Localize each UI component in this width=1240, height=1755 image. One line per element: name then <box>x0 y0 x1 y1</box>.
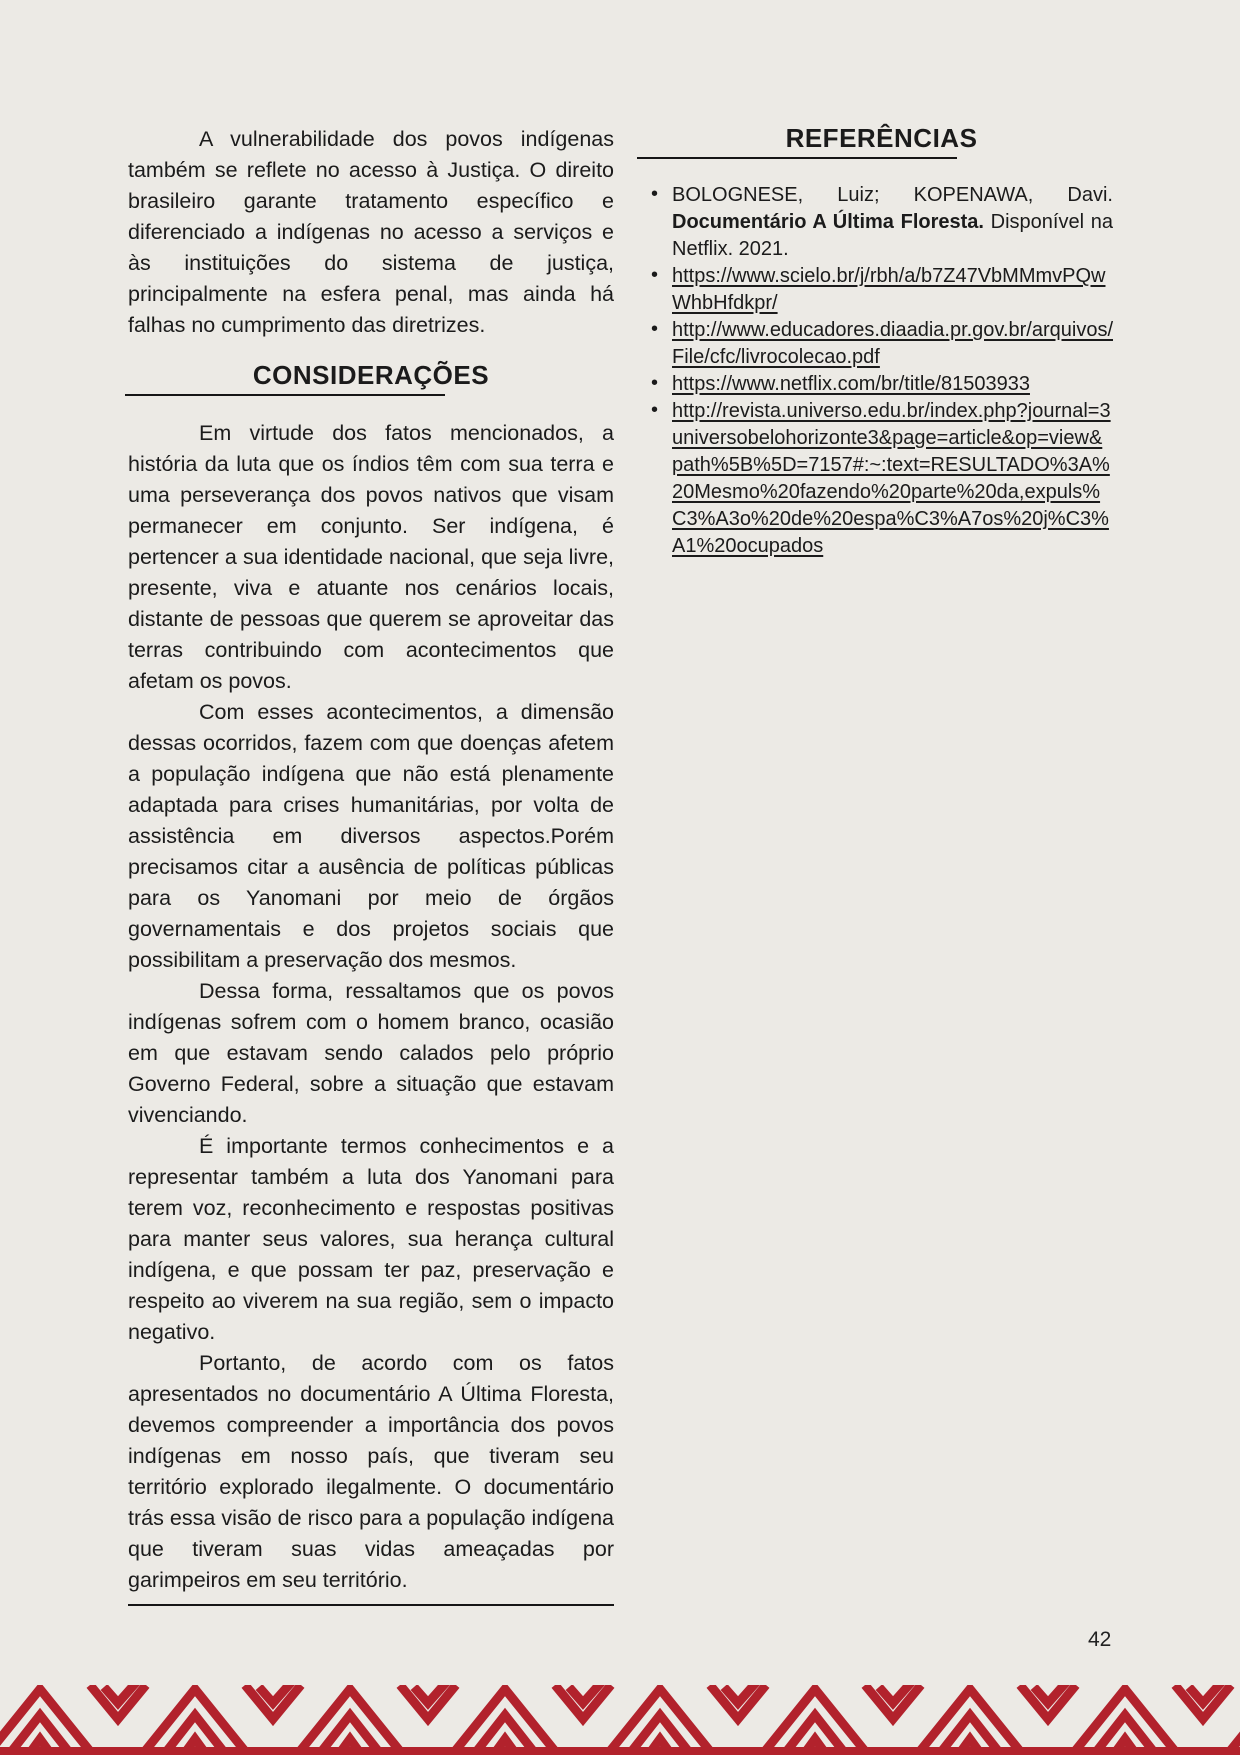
page-number: 42 <box>1088 1628 1112 1651</box>
body-paragraph: Com esses acontecimentos, a dimensão dessas ocorridos, fazem com que doenças afetem a população indígena que não está plenamente adaptada para crises humanitárias, por volta de assistência em diversos aspectos.Porém precisamos citar a ausência de políticas públicas para os Yanomani por meio de órgãos governamentais e dos projetos sociais que possibilitam a preservação dos mesmos. <box>128 700 614 972</box>
reference-link[interactable]: https://www.netflix.com/br/title/81503933 <box>672 373 1030 395</box>
reference-link-item <box>672 317 1113 371</box>
citation-title: Documentário A Última Floresta. <box>672 211 984 233</box>
reference-link[interactable]: https://www.scielo.br/j/rbh/a/b7Z47VbMMmvPQwWhbHfdkpr/ <box>672 265 1106 314</box>
references-column <box>650 122 1113 560</box>
citation-text: Disponível na Netflix. 2021. <box>672 211 1113 260</box>
reference-link-item <box>672 398 1113 560</box>
intro-paragraph: A vulnerabilidade dos povos indígenas também se reflete no acesso à Justiça. O direito brasileiro garante tratamento específico e diferenciado a indígenas no acesso a serviços e às instituições do sistema de justiça, principalmente na esfera penal, mas ainda há falhas no cumprimento das diretrizes. <box>128 127 614 337</box>
reference-link[interactable]: http://www.educadores.diaadia.pr.gov.br/arquivos/File/cfc/livrocolecao.pdf <box>672 319 1113 368</box>
reference-link[interactable]: http://revista.universo.edu.br/index.php?journal=3universobelohorizonte3&page=article&op=view&path%5B%5D=7157#:~:text=RESULTADO%3A%20Mesmo%20fazendo%20parte%20da,expuls%C3%A3o%20de%20espa%C3%A7os%20j%C3%A1%20ocupados <box>672 400 1111 557</box>
reference-citation <box>672 182 1113 263</box>
body-paragraph: Dessa forma, ressaltamos que os povos indígenas sofrem com o homem branco, ocasião em que estavam sendo calados pelo próprio Governo Federal, sobre a situação que estavam vivenciando. <box>128 979 614 1127</box>
section-heading-referencias: REFERÊNCIAS <box>650 122 1113 154</box>
tribal-border-pattern <box>0 1685 1240 1755</box>
body-paragraph: É importante termos conhecimentos e a representar também a luta dos Yanomani para terem voz, reconhecimento e respostas positivas para manter seus valores, sua herança cultural indígena, e que possam ter paz, preservação e respeito ao viverem na sua região, sem o impacto negativo. <box>128 1134 614 1344</box>
section-heading-consideracoes: CONSIDERAÇÕES <box>128 359 614 391</box>
column-end-rule <box>128 1604 614 1606</box>
body-paragraph: Portanto, de acordo com os fatos apresentados no documentário A Última Floresta, devemos compreender a importância dos povos indígenas em nosso país, que tiveram seu território explorado ilegalmente. O documentário trás essa visão de risco para a população indígena que tiveram suas vidas ameaçadas por garimpeiros em seu território. <box>128 1351 614 1592</box>
citation-text: BOLOGNESE, Luiz; KOPENAWA, Davi. <box>672 184 1113 206</box>
reference-link-item <box>672 371 1113 398</box>
main-text-column <box>128 124 614 1606</box>
reference-link-item <box>672 263 1113 317</box>
body-paragraph: Em virtude dos fatos mencionados, a história da luta que os índios têm com sua terra e uma perseverança dos povos nativos que visam permanecer em conjunto. Ser indígena, é pertencer a sua identidade nacional, que seja livre, presente, viva e atuante nos cenários locais, distante de pessoas que querem se aproveitar das terras contribuindo com acontecimentos que afetam os povos. <box>128 421 614 693</box>
reference-list <box>650 182 1113 560</box>
